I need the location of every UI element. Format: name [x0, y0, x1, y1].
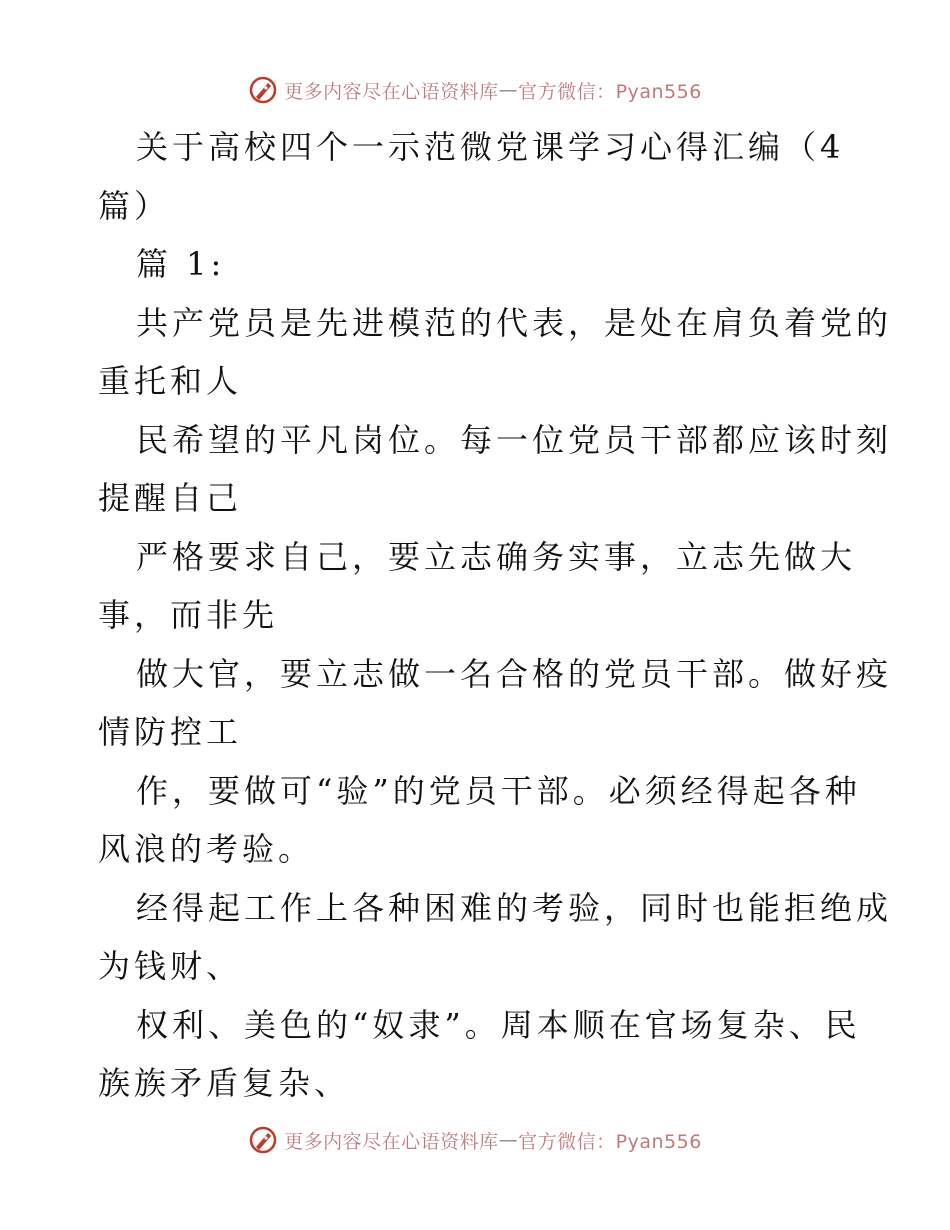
paragraph-line: 风浪的考验。	[98, 830, 315, 868]
paragraph-line: 为钱财、	[98, 947, 243, 985]
paragraph-line: 严格要求自己，要立志确务实事，立志先做大	[136, 537, 857, 576]
footer-watermark	[0, 1120, 950, 1160]
paragraph-line: 族族矛盾复杂、	[98, 1064, 351, 1102]
document-title-line-2: 篇）	[98, 186, 171, 225]
watermark-main-text: 更多内容尽在心语资料库	[284, 80, 499, 103]
paragraph-line: 民希望的平凡岗位。每一位党员干部都应该时刻	[136, 420, 893, 459]
paragraph-line: 事，而非先	[98, 596, 279, 634]
pen-nib-circle-icon	[248, 1125, 278, 1155]
pen-nib-circle-icon	[248, 75, 278, 105]
paragraph-line: 提醒自己	[98, 479, 243, 517]
paragraph-line: 做大官，要立志做一名合格的党员干部。做好疫	[136, 654, 893, 693]
watermark-separator: —	[498, 79, 519, 101]
paragraph-line: 经得起工作上各种困难的考验，同时也能拒绝成	[136, 888, 893, 927]
watermark-separator: —	[498, 1129, 519, 1151]
paragraph-line: 作，要做可“验”的党员干部。必须经得起各种	[136, 771, 861, 810]
watermark-contact: 官方微信：Pyan556	[518, 80, 702, 103]
header-watermark	[0, 70, 950, 110]
watermark-contact: 官方微信：Pyan556	[518, 1130, 702, 1153]
paragraph-line: 共产党员是先进模范的代表，是处在肩负着党的	[136, 303, 893, 342]
paragraph-line: 权利、美色的“奴隶”。周本顺在官场复杂、民	[136, 1005, 861, 1044]
watermark-main-text: 更多内容尽在心语资料库	[284, 1130, 499, 1153]
document-title-line-1: 关于高校四个一示范微党课学习心得汇编（4	[136, 128, 845, 166]
paragraph-line: 情防控工	[98, 713, 243, 751]
section-heading: 篇 1:	[136, 245, 226, 283]
paragraph-line: 重托和人	[98, 362, 243, 400]
document-body	[98, 118, 893, 1113]
